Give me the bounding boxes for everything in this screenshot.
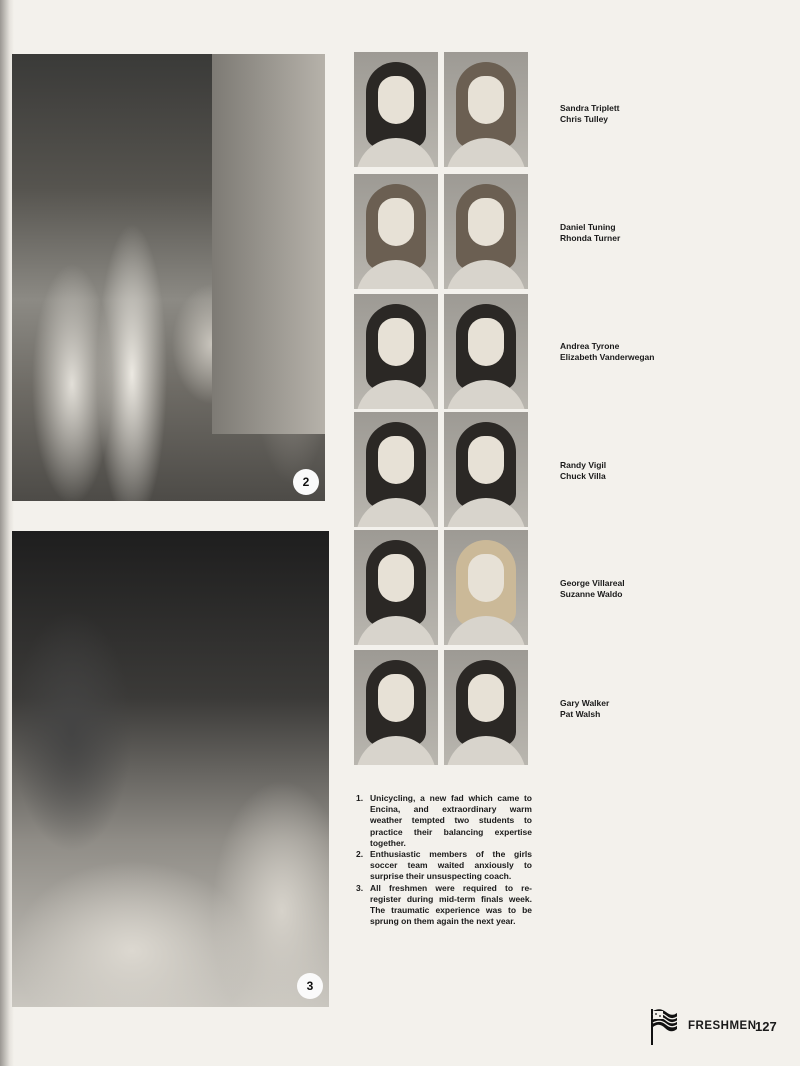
name-pair	[560, 103, 620, 125]
portrait-randy-vigil	[354, 412, 438, 527]
student-name: Suzanne Waldo	[560, 589, 623, 599]
photo-number-badge: 3	[297, 973, 323, 999]
photo-wall	[212, 54, 325, 434]
student-name: George Villareal	[560, 578, 625, 588]
portrait-chuck-villa	[444, 412, 528, 527]
caption-text: Enthusiastic members of the girls soccer team waited anxiously to surprise their unsuspecting coach.	[370, 849, 532, 882]
student-name: Pat Walsh	[560, 709, 601, 719]
name-pair	[560, 341, 654, 363]
student-name: Chris Tulley	[560, 114, 609, 124]
student-name: Rhonda Turner	[560, 233, 621, 243]
caption-text: Unicycling, a new fad which came to Encina, and extraordinary warm weather tempted two students to practice their balancing expertise together.	[370, 793, 532, 848]
portrait-george-villareal	[354, 530, 438, 645]
student-name: Elizabeth Vanderwegan	[560, 352, 655, 362]
student-name: Sandra Triplett	[560, 103, 620, 113]
name-pair	[560, 698, 609, 720]
caption-item: 1. Unicycling, a new fad which came to Encina, and extraordinary warm weather tempted two students to practice their balancing expertise together.	[356, 793, 532, 848]
candid-photo-registration	[12, 531, 329, 1007]
student-name: Andrea Tyrone	[560, 341, 620, 351]
portrait-rhonda-turner	[444, 174, 528, 289]
caption-text: All freshmen were required to re-register during mid-term finals week. The traumatic experience was to be sprung on them again the next year.	[370, 882, 532, 927]
portrait-andrea-tyrone	[354, 294, 438, 409]
photo-captions	[356, 793, 532, 927]
student-name: Daniel Tuning	[560, 222, 616, 232]
name-pair	[560, 222, 620, 244]
photo-number-badge: 2	[293, 469, 319, 495]
portrait-suzanne-waldo	[444, 530, 528, 645]
section-title: FRESHMEN	[688, 1020, 757, 1032]
portrait-chris-tulley	[444, 52, 528, 167]
name-pair	[560, 578, 625, 600]
portrait-sandra-triplett	[354, 52, 438, 167]
flag-icon	[648, 1007, 678, 1047]
name-pair	[560, 460, 606, 482]
student-name: Chuck Villa	[560, 471, 606, 481]
page-footer	[646, 1007, 786, 1047]
candid-photo-soccer-team	[12, 54, 325, 501]
page-number: 127	[755, 1019, 777, 1034]
student-name: Randy Vigil	[560, 460, 607, 470]
portrait-daniel-tuning	[354, 174, 438, 289]
portrait-elizabeth-vanderwegan	[444, 294, 528, 409]
portrait-pat-walsh	[444, 650, 528, 765]
portrait-gary-walker	[354, 650, 438, 765]
student-name: Gary Walker	[560, 698, 610, 708]
caption-item: 2. Enthusiastic members of the girls soccer team waited anxiously to surprise their unsuspecting coach.	[356, 849, 532, 882]
caption-item: 3. All freshmen were required to re-register during mid-term finals week. The traumatic experience was to be sprung on them again the next year.	[356, 882, 532, 927]
